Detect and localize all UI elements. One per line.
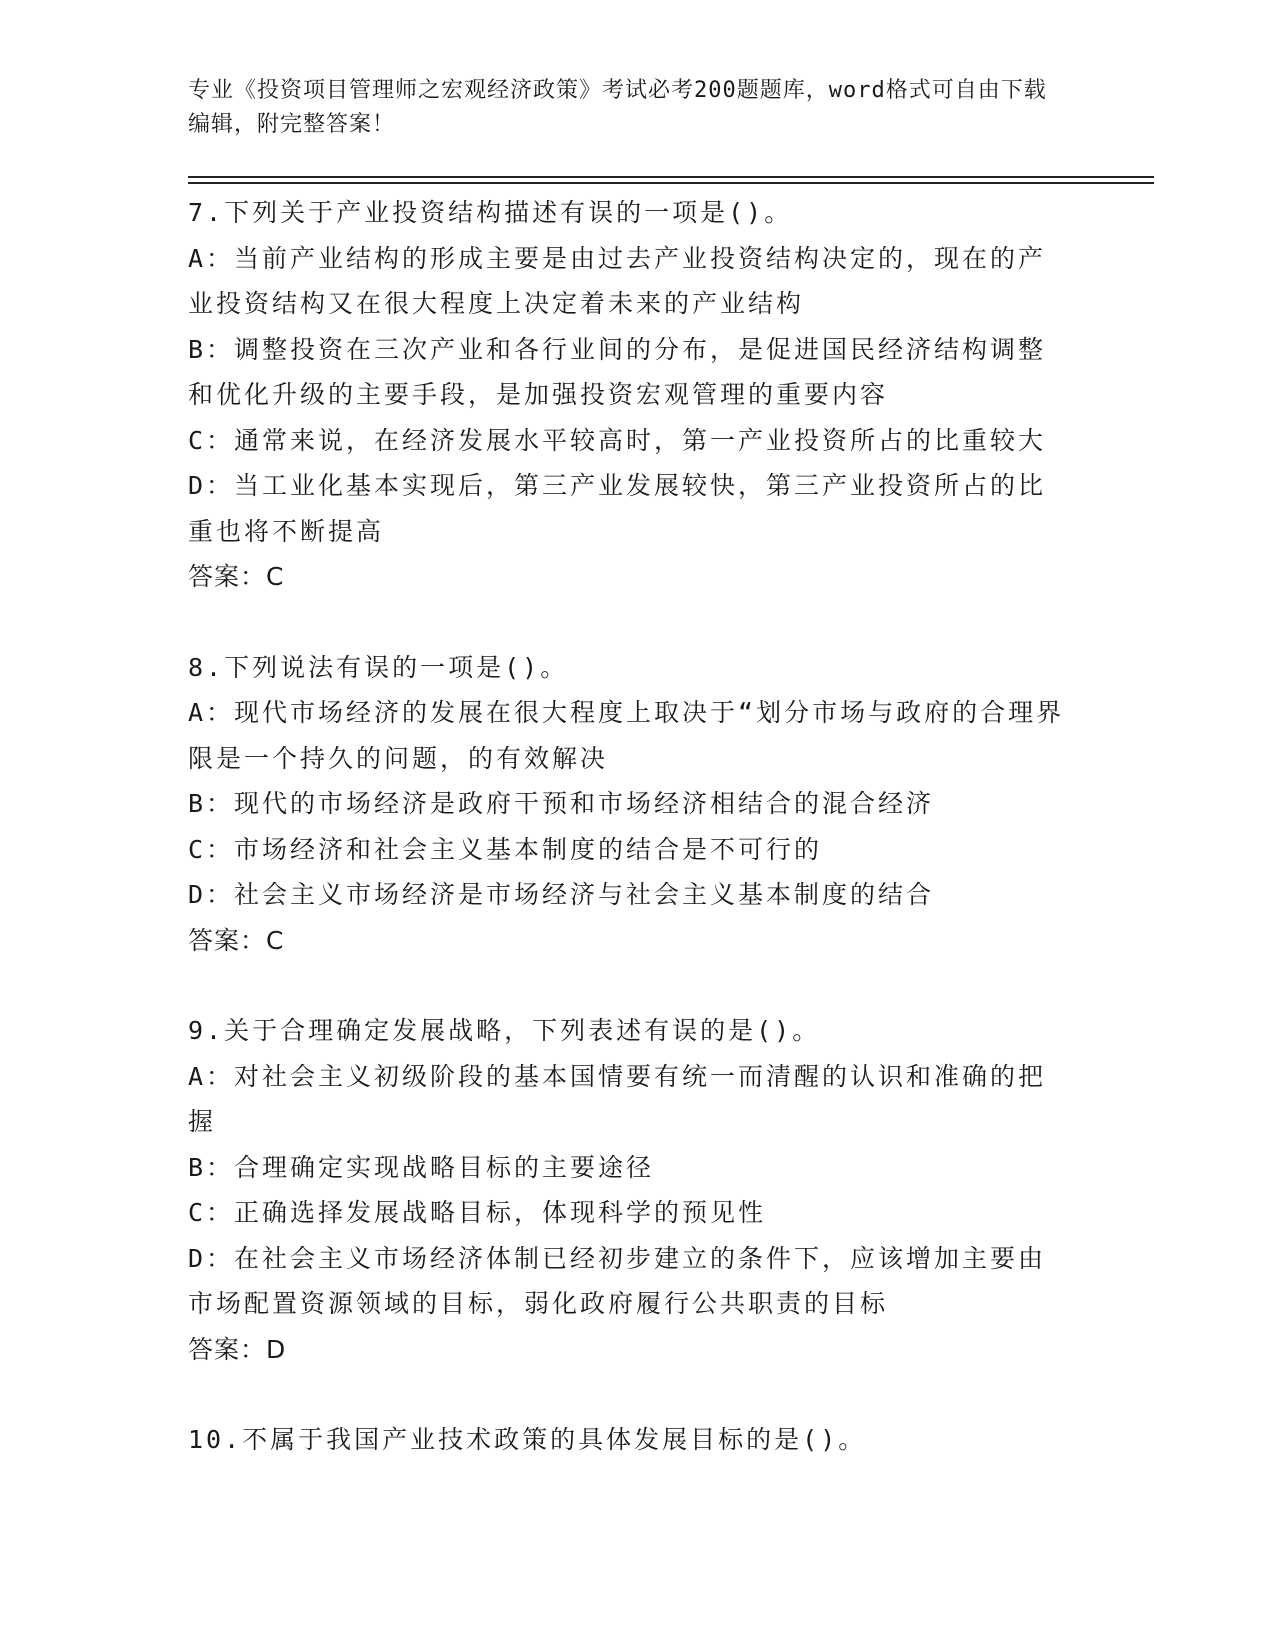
option-d: D：当工业化基本实现后，第三产业发展较快，第三产业投资所占的比重也将不断提高: [188, 471, 1047, 546]
question-stem: 9.关于合理确定发展战略，下列表述有误的是()。: [188, 1016, 821, 1045]
option-b: B：调整投资在三次产业和各行业间的分布，是促进国民经济结构调整和优化升级的主要手段，是加强投资宏观管理的重要内容: [188, 334, 1047, 409]
option-c: C：通常来说，在经济发展水平较高时，第一产业投资所占的比重较大: [188, 425, 1047, 455]
option-a: A：现代市场经济的发展在很大程度上取决于“划分市场与政府的合理界限是一个持久的问题，的有效解决: [188, 698, 1065, 773]
header-rule-bottom: [188, 182, 1154, 184]
option-c: C：正确选择发展战略目标，体现科学的预见性: [188, 1198, 767, 1227]
question-stem: 8.下列说法有误的一项是()。: [188, 652, 569, 682]
option-b: B：合理确定实现战略目标的主要途径: [188, 1152, 655, 1182]
option-c: C：市场经济和社会主义基本制度的结合是不可行的: [188, 834, 823, 864]
question-stem: 7.下列关于产业投资结构描述有误的一项是()。: [188, 198, 793, 227]
header-rule-top: [188, 176, 1154, 178]
option-d: D：在社会主义市场经济体制已经初步建立的条件下，应该增加主要由市场配置资源领域的目标，弱化政府履行公共职责的目标: [188, 1243, 1047, 1318]
document-header: 专业《投资项目管理师之宏观经济政策》考试必考200题题库，word格式可自由下载编辑，附完整答案！: [188, 78, 1047, 137]
answer: 答案：C: [188, 925, 285, 955]
question-stem: 10.不属于我国产业技术政策的具体发展目标的是()。: [188, 1425, 867, 1454]
answer: 答案：D: [188, 1334, 287, 1364]
option-b: B：现代的市场经济是政府干预和市场经济相结合的混合经济: [188, 789, 935, 818]
question-7: [188, 190, 1073, 600]
option-d: D：社会主义市场经济是市场经济与社会主义基本制度的结合: [188, 880, 935, 909]
option-a: A：对社会主义初级阶段的基本国情要有统一而清醒的认识和准确的把握: [188, 1061, 1047, 1136]
option-a: A：当前产业结构的形成主要是由过去产业投资结构决定的，现在的产业投资结构又在很大程度上决定着未来的产业结构: [188, 243, 1047, 318]
question-10: [188, 1417, 1073, 1463]
question-9: [188, 1008, 1073, 1372]
question-8: [188, 645, 1073, 964]
answer: 答案：C: [188, 562, 285, 591]
question-list: [188, 190, 1073, 1463]
